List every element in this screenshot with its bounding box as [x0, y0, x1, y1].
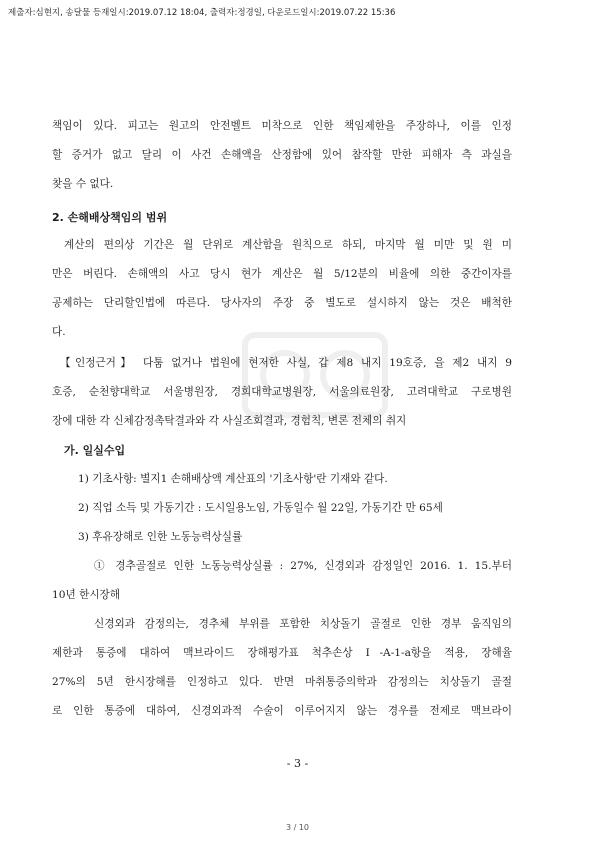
evidence-line: 장에 대한 각 신체감정촉탁결과와 각 사실조회결과, 경험칙, 변론 전체의 취지 — [52, 415, 407, 427]
page-number: - 3 - — [286, 757, 309, 770]
body-line: 계산의 편의상 기간은 월 단위로 계산함을 원칙으로 하되, 마지막 월 미만 및 원 미 — [64, 239, 512, 251]
list-item: 2) 직업 소득 및 가동기간 : 도시일용노임, 가동일수 월 22일, 가동기간 만 65세 — [78, 502, 443, 514]
body-line: ① 경추골절로 인한 노동능력상실률 : 27%, 신경외과 감정일인 2016. 1. 15.부터 — [94, 560, 512, 572]
section-heading: 2. 손해배상책임의 범위 — [52, 211, 168, 224]
body-line: 다. — [52, 326, 66, 338]
body-line: 신경외과 감정의는, 경추체 부위를 포함한 치상돌기 골절로 인한 경부 움직임의 — [94, 618, 512, 630]
court-watermark — [240, 330, 390, 420]
body-line: 찾을 수 없다. — [52, 178, 114, 190]
body-line: 공제하는 단리할인법에 따른다. 당사자의 주장 중 별도로 설시하지 않는 것은 배척한 — [52, 297, 512, 309]
body-line: 로 인한 통증에 대하여, 신경외과적 수술이 이루어지지 않는 경우를 전제로 맥브라이 — [52, 705, 512, 717]
list-item: 1) 기초사항: 별지1 손해배상액 계산표의 '기초사항'란 기재와 같다. — [78, 473, 388, 485]
list-item: 3) 후유장해로 인한 노동능력상실률 — [78, 531, 243, 543]
body-line: 만은 버린다. 손해액의 사고 당시 현가 계산은 월 5/12분의 비율에 의한 중간이자를 — [52, 268, 512, 280]
body-line: 10년 한시장해 — [52, 589, 121, 601]
body-line: 제한과 통증에 대하여 맥브라이드 장해평가표 척추손상 Ⅰ-A-1-a항을 적용, 장해율 — [52, 647, 512, 659]
body-line: 할 증거가 없고 달리 이 사건 손해액을 산정함에 있어 참작할 만한 피해자 측 과실을 — [52, 149, 512, 161]
page-counter-footer: 3 / 10 — [285, 823, 310, 832]
body-line: 27%의 5년 한시장해를 인정하고 있다. 반면 마취통증의학과 감정의는 치상돌기 골절 — [52, 676, 512, 688]
body-line: 책임이 있다. 피고는 원고의 안전벨트 미착으로 인한 책임제한을 주장하나, 이를 인정 — [52, 120, 512, 132]
document-meta-header: 제출자:심현지, 송달물 등재일시:2019.07.12 18:04, 출력자:정경일, 다운로드일시:2019.07.22 15:36 — [8, 8, 396, 18]
evidence-line: 호증, 순천향대학교 서울병원장, 경희대학교병원장, 서울의료원장, 고려대학교 구로병원 — [52, 386, 512, 398]
subsection-heading: 가. 일실수입 — [64, 444, 126, 457]
evidence-line: 【인정근거】 다툼 없거나 법원에 현저한 사실, 갑 제8 내지 19호증, 을 제2 내지 9 — [60, 357, 512, 369]
